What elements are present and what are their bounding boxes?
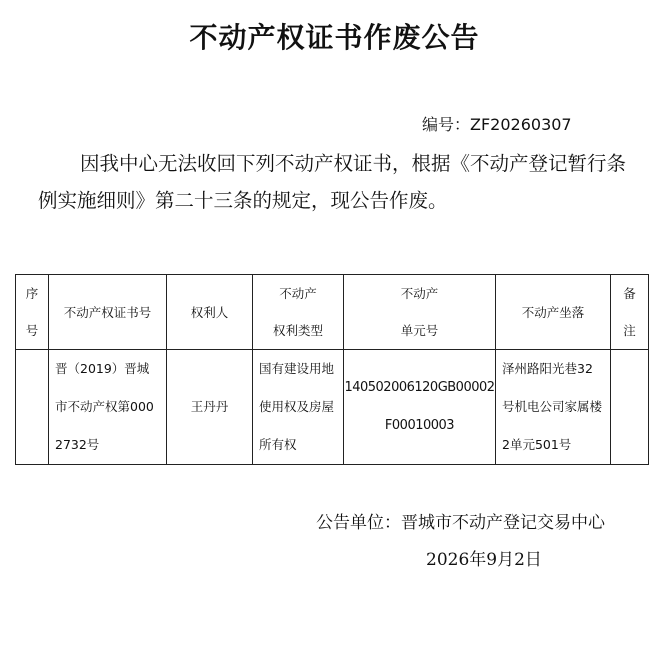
header-location: 不动产坐落: [496, 275, 611, 350]
document-number: 编号：ZF20260307: [422, 115, 572, 134]
cell-seq: [16, 350, 49, 465]
header-right-type-line2: 权利类型: [272, 323, 323, 338]
header-right-type: [253, 275, 344, 350]
issue-date: 2026年9月2日: [426, 550, 542, 570]
issuing-unit: 公告单位：晋城市不动产登记交易中心: [316, 513, 605, 533]
header-unit-no-line1: 不动产: [400, 286, 439, 301]
header-seq-line2: 号: [25, 323, 39, 338]
void-certificate-table: [15, 274, 649, 465]
header-seq-line1: 序: [25, 286, 39, 301]
table-header-row: [16, 275, 649, 350]
cell-cert-no: 晋（2019）晋城市不动产权第0002732号: [49, 350, 167, 465]
cell-right-type: 国有建设用地使用权及房屋所有权: [253, 350, 344, 465]
page-title: 不动产权证书作废公告: [189, 21, 480, 54]
header-remark: [611, 275, 649, 350]
header-seq: [16, 275, 49, 350]
header-unit-no-line2: 单元号: [400, 323, 439, 338]
cell-unit-no: 140502006120GB00002F00010003: [344, 350, 496, 465]
header-remark-line2: 注: [623, 323, 636, 338]
header-cert-no: 不动产权证书号: [49, 275, 167, 350]
header-unit-no: [344, 275, 496, 350]
header-right-type-line1: 不动产: [279, 286, 317, 301]
header-remark-line1: 备: [623, 286, 636, 301]
table-row: [16, 350, 649, 465]
announcement-body: 因我中心无法收回下列不动产权证书，根据《不动产登记暂行条例实施细则》第二十三条的规定，现公告作废。: [38, 152, 627, 212]
cell-holder: 王丹丹: [167, 350, 253, 465]
header-holder: 权利人: [167, 275, 253, 350]
cell-remark: [611, 350, 649, 465]
cell-location: 泽州路阳光巷32号机电公司家属楼2单元501号: [496, 350, 611, 465]
